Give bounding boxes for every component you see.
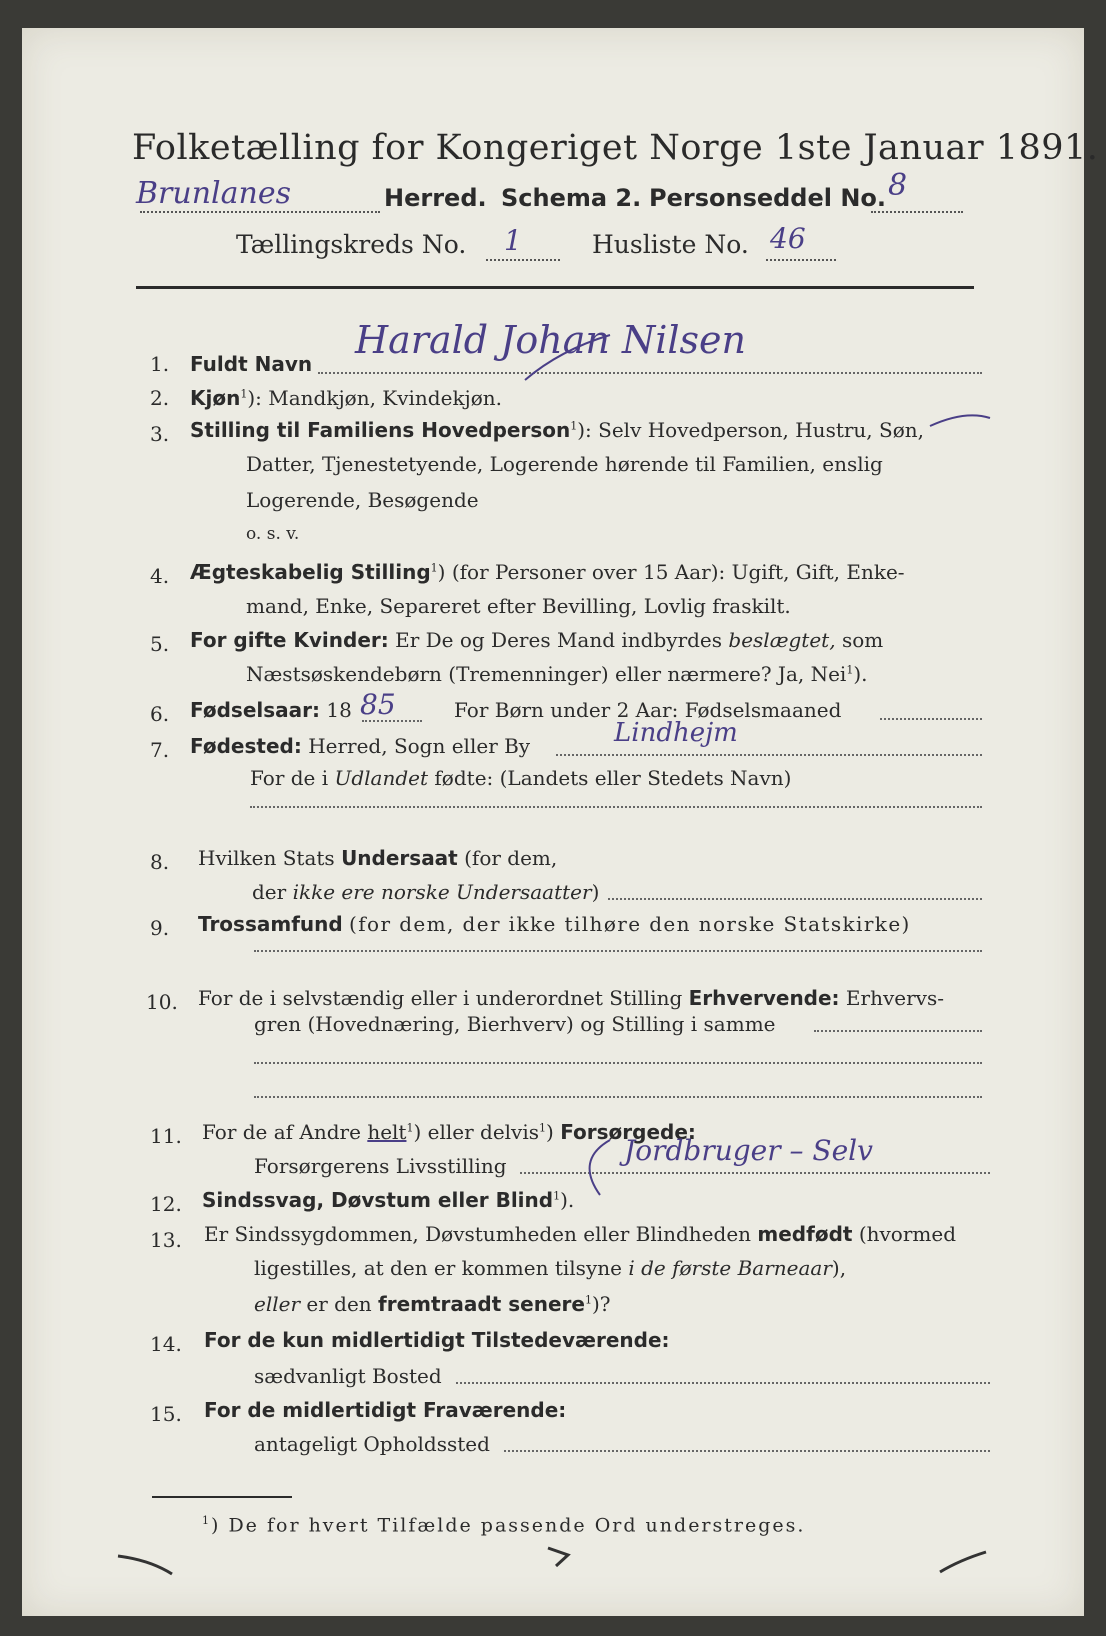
birth-year-prefix: 18 <box>326 698 352 722</box>
name-ink-stroke <box>525 335 610 380</box>
corner-mark-center <box>548 1548 568 1566</box>
husliste-label: Husliste No. <box>592 230 749 259</box>
herred-handwritten-value: Brunlanes <box>136 176 291 211</box>
full-name-handwritten-value: Harald Johan Nilsen <box>355 318 746 362</box>
citizenship-label: Undersaat <box>341 846 458 870</box>
footnote-marker: 1 <box>539 1121 547 1135</box>
provider-occupation-label: Forsørgerens Livsstilling <box>254 1154 507 1178</box>
family-position-label: Stilling til Familiens Hovedperson <box>190 418 571 442</box>
item-number: 4. <box>150 564 170 588</box>
congenital-line-3-italic: eller <box>254 1292 301 1316</box>
occupation-pre: For de i selvstændig eller i underordnet Stilling <box>198 986 683 1010</box>
family-position-line-2: Datter, Tjenestetyende, Logerende hørende til Familien, enslig <box>246 452 883 476</box>
religion-label: Trossamfund <box>198 912 343 936</box>
congenital-line-3-bold: fremtraadt senere <box>378 1292 585 1316</box>
occupation-line-2: gren (Hovednæring, Bierhverv) og Stilling i samme <box>254 1012 776 1036</box>
birth-year-label: Fødselsaar: <box>190 698 320 722</box>
kreds-label: Tællingskreds No. <box>236 230 467 259</box>
disability-rest: ). <box>560 1188 575 1212</box>
birth-year-handwritten-value: 85 <box>360 688 396 721</box>
married-women-question: Er De og Deres Mand indbyrdes <box>395 628 723 652</box>
gender-label: Kjøn <box>190 386 241 410</box>
item-number: 9. <box>150 916 170 940</box>
married-women-line-2-text: Næstsøskendebørn (Tremenninger) eller nærmere? Ja, Nei <box>246 662 847 686</box>
provider-ink-stroke <box>590 1140 610 1195</box>
item-number: 5. <box>150 632 170 656</box>
personseddel-label: Personseddel No. <box>649 184 887 212</box>
married-women-label: For gifte Kvinder: <box>190 628 389 652</box>
provider-occupation-handwritten-value: Jordbruger – Selv <box>624 1134 873 1167</box>
supported-label: Forsørgede: <box>560 1120 696 1144</box>
family-position-line-3: Logerende, Besøgende <box>246 488 479 512</box>
birthplace-options: Herred, Sogn eller By <box>308 734 531 758</box>
item-number: 1. <box>150 352 170 376</box>
congenital-line-2-pre: ligestilles, at den er kommen tilsyne <box>254 1256 622 1280</box>
family-position-line-4: o. s. v. <box>246 524 300 544</box>
item-number: 14. <box>150 1332 182 1356</box>
footnote-text: ) De for hvert Tilfælde passende Ord understreges. <box>211 1514 806 1537</box>
probable-residence-label: antageligt Opholdssted <box>254 1432 490 1456</box>
birthplace-label: Fødested: <box>190 734 302 758</box>
congenital-rest: (hvormed <box>858 1222 956 1246</box>
item-number: 3. <box>150 422 170 446</box>
temporary-absent-label-text: For de midlertidigt Fraværende: <box>204 1398 567 1422</box>
married-women-question-italic: beslægtet, <box>728 628 836 652</box>
kreds-handwritten-value: 1 <box>504 224 522 257</box>
footnote-marker: 1 <box>240 387 248 401</box>
congenital-label: medfødt <box>757 1222 853 1246</box>
citizenship-rest: (for dem, <box>464 846 558 870</box>
schema-label: Schema 2. <box>501 184 642 212</box>
marital-status-options: ) (for Personer over 15 Aar): Ugift, Gift, Enke- <box>437 560 905 584</box>
herred-label: Herred. <box>384 184 487 212</box>
congenital-pre: Er Sindssygdommen, Døvstumheden eller Blindheden <box>204 1222 752 1246</box>
birthplace-abroad-italic: Udlandet <box>334 766 429 790</box>
birthplace-handwritten-value: Lindhejm <box>614 718 738 748</box>
citizenship-line-2-pre: der <box>252 880 287 904</box>
occupation-rest: Erhvervs- <box>845 986 944 1010</box>
item-number: 6. <box>150 702 170 726</box>
footnote-marker: 1 <box>570 419 578 433</box>
footnote-marker: 1 <box>553 1189 561 1203</box>
item-number: 2. <box>150 386 170 410</box>
footnote-marker: 1 <box>406 1121 414 1135</box>
item-number: 11. <box>150 1124 182 1148</box>
footnote-marker: 1 <box>202 1514 211 1527</box>
supported-rest-end: ) <box>546 1120 554 1144</box>
citizenship-pre: Hvilken Stats <box>198 846 335 870</box>
footnote-marker: 1 <box>846 663 854 677</box>
marital-status-label: Ægteskabelig Stilling <box>190 560 431 584</box>
item-number: 13. <box>150 1228 182 1252</box>
temporary-present-label-text: For de kun midlertidigt Tilstedeværende: <box>204 1328 670 1352</box>
full-name-label: Fuldt Navn <box>190 352 313 376</box>
supported-pre: For de af Andre <box>202 1120 361 1144</box>
corner-mark-left <box>118 1556 172 1574</box>
birth-month-label: For Børn under 2 Aar: Fødselsmaaned <box>454 698 842 722</box>
footnote-marker: 1 <box>430 561 438 575</box>
congenital-line-3-end: )? <box>591 1292 611 1316</box>
birthplace-abroad-pre: For de i <box>250 766 329 790</box>
congenital-line-2-end: ), <box>831 1256 847 1280</box>
supported-underlined-word: helt <box>367 1120 407 1144</box>
item-number: 8. <box>150 850 170 874</box>
citizenship-line-2-italic: ikke ere norske Undersaatter <box>292 880 592 904</box>
birthplace-abroad-text: fødte: (Landets eller Stedets Navn) <box>434 766 792 790</box>
citizenship-line-2-end: ) <box>591 880 600 904</box>
disability-label: Sindssvag, Døvstum eller Blind <box>202 1188 554 1212</box>
married-women-question-end: som <box>841 628 884 652</box>
item-number: 15. <box>150 1402 182 1426</box>
supported-rest: ) eller delvis <box>413 1120 540 1144</box>
congenital-line-2-italic: i de første Barneaar <box>628 1256 832 1280</box>
congenital-line-3-pre: er den <box>306 1292 372 1316</box>
marital-status-line-2: mand, Enke, Separeret efter Bevilling, Lovlig fraskilt. <box>246 594 791 618</box>
occupation-label: Erhvervende: <box>688 986 840 1010</box>
item-number: 7. <box>150 738 170 762</box>
gender-options: ): Mandkjøn, Kvindekjøn. <box>247 386 503 410</box>
usual-residence-label: sædvanligt Bosted <box>254 1364 442 1388</box>
religion-rest: (for dem, der ikke tilhøre den norske Statskirke) <box>349 912 911 936</box>
married-women-line-2-end: ). <box>853 662 868 686</box>
item-number: 10. <box>146 990 178 1014</box>
item-number: 12. <box>150 1192 182 1216</box>
form-title: Folketælling for Kongeriget Norge 1ste Januar 1891. <box>132 128 1099 168</box>
personseddel-handwritten-value: 8 <box>888 168 908 203</box>
corner-mark-right <box>940 1552 986 1572</box>
footnote-marker: 1 <box>584 1293 592 1307</box>
son-underline-stroke <box>930 415 990 426</box>
husliste-handwritten-value: 46 <box>770 222 806 255</box>
family-position-options: ): Selv Hovedperson, Hustru, Søn, <box>577 418 925 442</box>
